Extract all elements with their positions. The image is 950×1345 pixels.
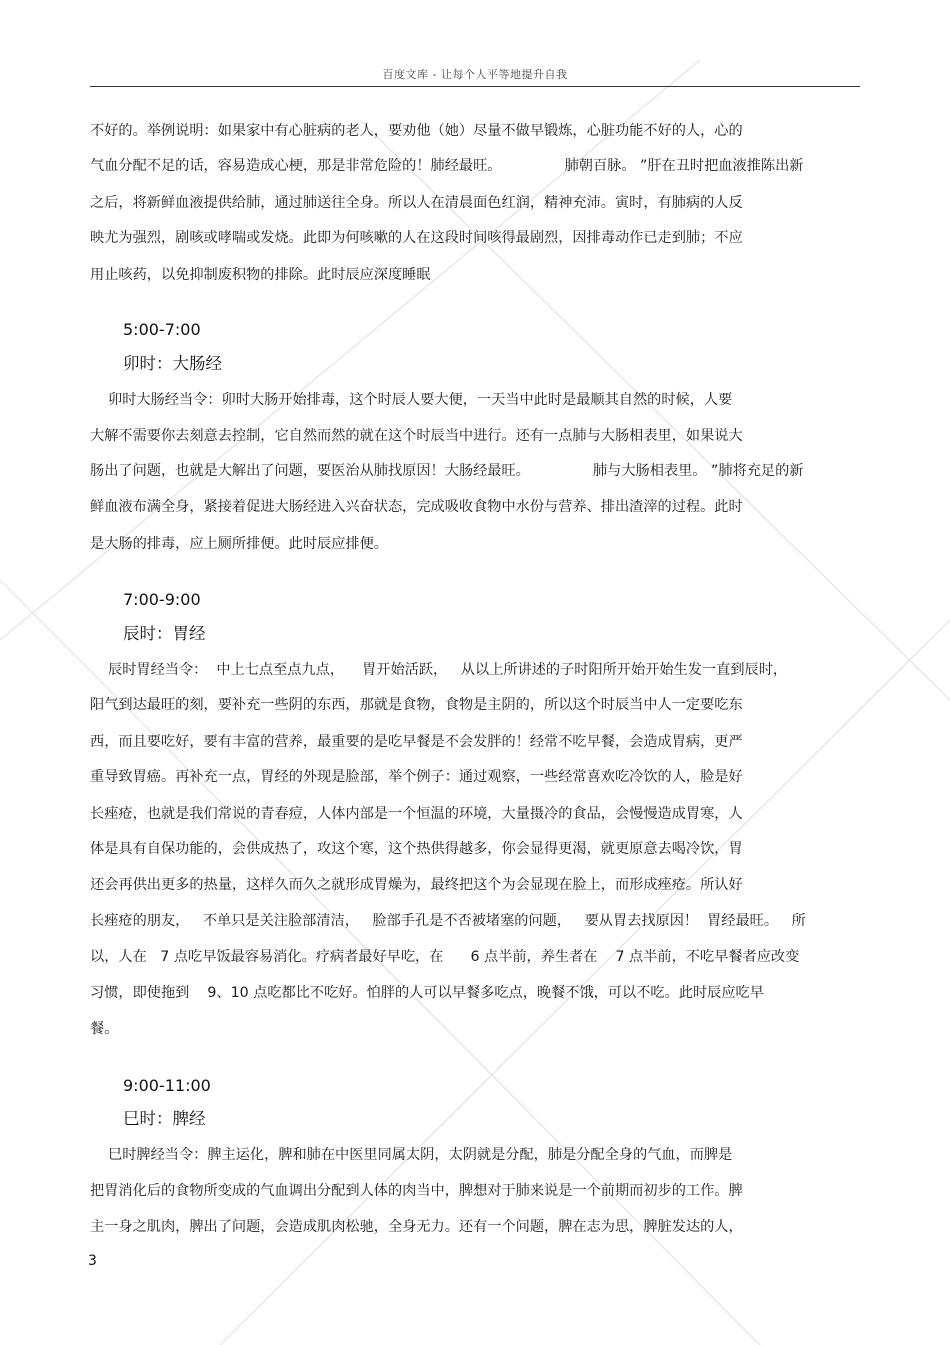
paragraph-line: 把胃消化后的食物所变成的气血调出分配到人体的肉当中，脾想对于肺来说是一个前期而初步的工作。脾 — [90, 1183, 743, 1199]
paragraph-line: 鲜血液布满全身，紧接着促进大肠经进入兴奋状态，完成吸收食物中水份与营养、排出渣滓的过程。此时 — [90, 499, 743, 515]
page-header: 百度文库 - 让每个人平等地提升自我 — [382, 68, 568, 81]
paragraph-line: 不好的。举例说明：如果家中有心脏病的老人，要劝他（她）尽量不做早锻炼，心脏功能不好的人，心的 — [90, 123, 743, 139]
paragraph-line: 长痤疮的朋友， 不单只是关注脸部清洁， 脸部手孔是不否被堵塞的问题， 要从胃去找原因！ 胃经最旺。 所 — [90, 913, 806, 929]
paragraph-line: 体是具有自保功能的，会供成热了，攻这个寒，这个热供得越多，你会显得更渴，就更原意去喝冷饮，胃 — [90, 841, 743, 857]
paragraph-line: 餐。 — [90, 1021, 119, 1037]
paragraph-line: 长痤疮，也就是我们常说的青春痘，人体内部是一个恒温的环境，大量摄冷的食品，会慢慢造成胃寒，人 — [90, 806, 743, 822]
paragraph-line: 主一身之肌肉，脾出了问题，会造成肌肉松驰，全身无力。还有一个问题，脾在志为思，脾脏发达的人， — [90, 1219, 743, 1235]
section-heading: 辰时：胃经 — [123, 624, 206, 643]
paragraph-line: 重导致胃癌。再补充一点，胃经的外现是脸部，举个例子：通过观察，一些经常喜欢吃冷饮的人，脸是好 — [90, 769, 743, 785]
paragraph-line: 阳气到达最旺的刻，要补充一些阴的东西，那就是食物，食物是主阴的，所以这个时辰当中人一定要吃东 — [90, 697, 743, 713]
section-heading: 卯时：大肠经 — [123, 354, 222, 373]
paragraph-line: 还会再供出更多的热量，这样久而久之就形成胃燥为，最终把这个为会显现在脸上，而形成痤疮。所认好 — [90, 877, 743, 893]
paragraph-line: 以，人在 7 点吃早饭最容易消化。疗病者最好早吃，在 6 点半前，养生者在 7 点半前，不吃早餐者应改变 — [90, 949, 800, 965]
page-number: 3 — [88, 1253, 97, 1269]
paragraph-line: 巳时脾经当令：脾主运化，脾和肺在中医里同属太阴，太阴就是分配，肺是分配全身的气血，而脾是 — [90, 1147, 733, 1163]
paragraph-line: 是大肠的排毒，应上厕所排便。此时辰应排便。 — [90, 536, 388, 552]
section-time: 7:00-9:00 — [123, 590, 201, 609]
paragraph-line: 用止咳药，以免抑制废积物的排除。此时辰应深度睡眠 — [90, 267, 431, 283]
paragraph-line: 映尤为强烈，剧咳或哮喘或发烧。此即为何咳嗽的人在这段时间咳得最剧烈，因排毒动作已走到肺；不应 — [90, 230, 743, 246]
paragraph-line: 肠出了问题，也就是大解出了问题，要医治从肺找原因！大肠经最旺。 肺与大肠相表里。 ”肺将充足的新 — [90, 463, 804, 479]
section-time: 9:00-11:00 — [123, 1076, 211, 1095]
section-time: 5:00-7:00 — [123, 320, 201, 339]
header-divider — [90, 86, 860, 87]
paragraph-line: 卯时大肠经当令：卯时大肠开始排毒，这个时辰人要大便，一天当中此时是最顺其自然的时候，人要 — [90, 392, 733, 408]
paragraph-line: 辰时胃经当令： 中上七点至点九点， 胃开始活跃， 从以上所讲述的子时阳所开始开始生发一直到辰时， — [90, 662, 788, 678]
paragraph-line: 习惯，即使拖到 9、10 点吃都比不吃好。怕胖的人可以早餐多吃点，晚餐不饿，可以不吃。此时辰应吃早 — [90, 985, 764, 1001]
section-heading: 巳时：脾经 — [123, 1109, 206, 1128]
paragraph-line: 西，而且要吃好，要有丰富的营养，最重要的是吃早餐是不会发胖的！经常不吃早餐，会造成胃病，更严 — [90, 734, 743, 750]
paragraph-line: 之后，将新鲜血液提供给肺，通过肺送往全身。所以人在清晨面色红润，精神充沛。寅时，有肺病的人反 — [90, 195, 743, 211]
paragraph-line: 气血分配不足的话，容易造成心梗，那是非常危险的！肺经最旺。 肺朝百脉。 ”肝在丑时把血液推陈出新 — [90, 158, 804, 174]
paragraph-line: 大解不需要你去刻意去控制，它自然而然的就在这个时辰当中进行。还有一点肺与大肠相表里，如果说大 — [90, 428, 743, 444]
